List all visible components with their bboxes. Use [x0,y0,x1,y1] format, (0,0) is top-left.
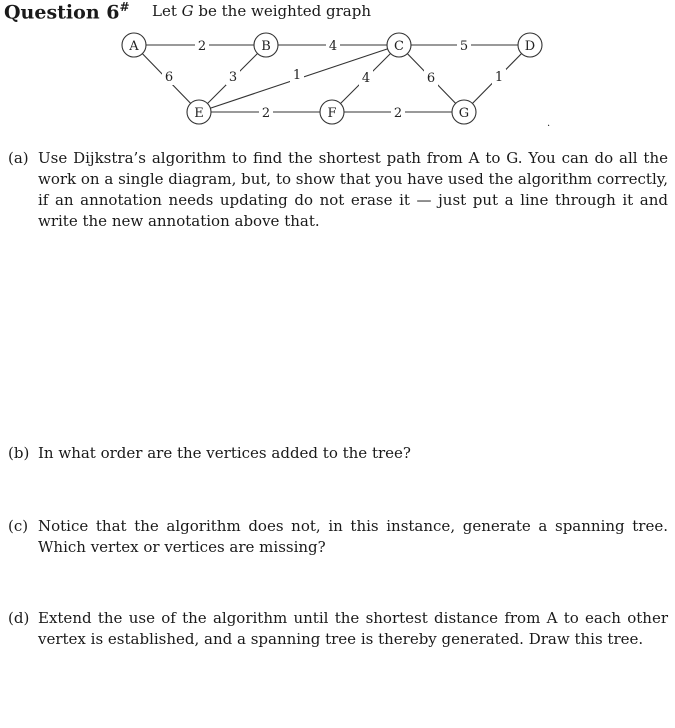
part-c-text: Notice that the algorithm does not, in this instance, generate a spanning tree. Which vertex or vertices are missing? [38,517,668,556]
part-d [8,608,668,650]
part-a-text: Use Dijkstra’s algorithm to find the shortest path from A to G. You can do all the work on a single diagram, but, to show that you have used the algorithm correctly, if an annotation needs updating do not erase it — just put a line through it and write the new annotation above that. [38,149,668,230]
weighted-graph [0,0,675,140]
vertex-label-d: D [524,39,536,54]
stray-mark: . [547,118,551,129]
edge-weight-a-b: 2 [197,39,207,54]
edge-weight-c-g: 6 [426,71,436,86]
intro-prefix: Let [152,2,182,20]
vertex-label-f: F [327,106,337,121]
vertex-label-e: E [194,106,204,121]
edge-weight-b-e: 3 [228,70,238,85]
part-d-label: (d) [8,609,30,627]
intro-suffix: be the weighted graph [193,2,372,20]
edge-weight-f-g: 2 [393,106,403,121]
part-b [8,443,668,464]
part-b-text: In what order are the vertices added to the tree? [38,444,411,462]
edge-weight-e-f: 2 [261,106,271,121]
question-title: Question 6 [4,1,120,24]
edge-weight-c-d: 5 [459,39,469,54]
intro-variable: G [181,2,194,20]
question-superscript: # [119,0,130,14]
part-b-label: (b) [8,444,30,462]
edge-weight-e-c: 1 [292,68,302,83]
part-d-text: Extend the use of the algorithm until the shortest distance from A to each other vertex is established, and a spanning tree is thereby generated. Draw this tree. [38,609,668,648]
part-c [8,516,668,558]
vertex-label-c: C [394,39,404,54]
part-c-label: (c) [8,517,29,535]
edge-weight-a-e: 6 [164,70,174,85]
edge-weight-c-f: 4 [361,71,371,86]
vertex-label-b: B [261,39,271,54]
edge-weight-b-c: 4 [328,39,338,54]
part-a [8,148,668,232]
vertex-label-a: A [129,39,139,54]
edge-weight-d-g: 1 [494,70,504,85]
part-a-label: (a) [8,149,29,167]
vertex-label-g: G [458,106,470,121]
